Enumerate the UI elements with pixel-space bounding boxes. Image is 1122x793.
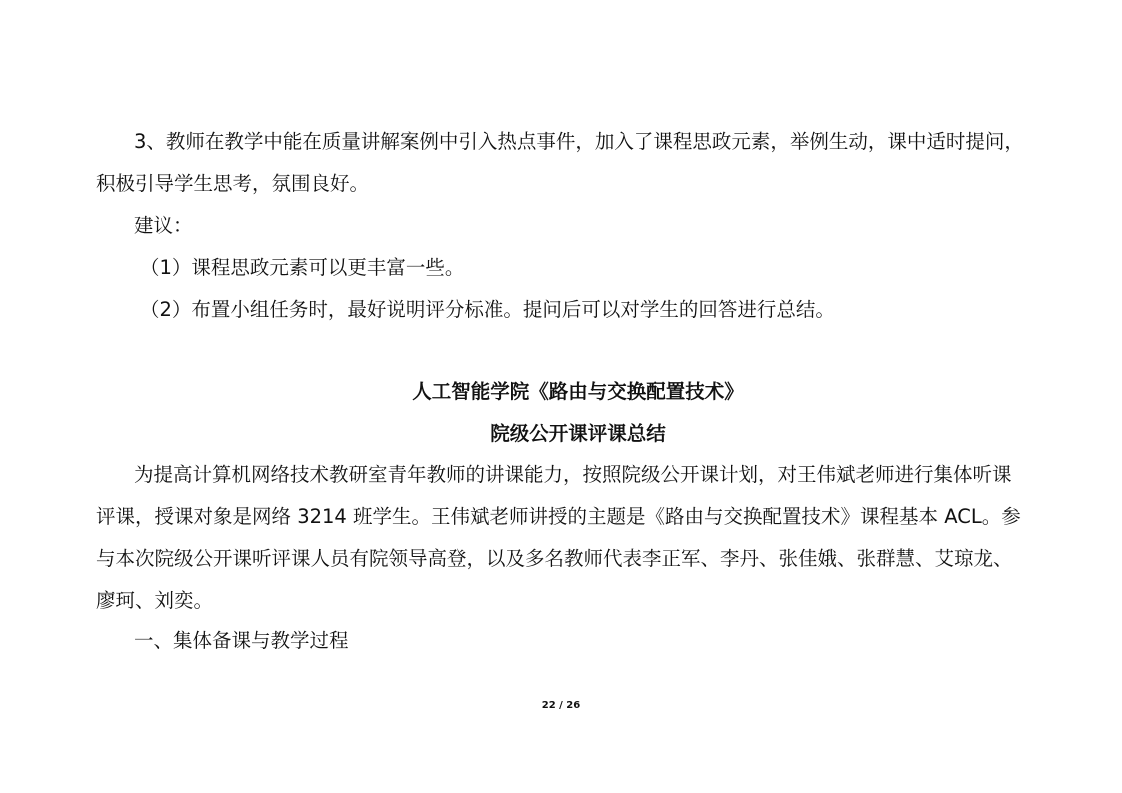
document-title: 人工智能学院《路由与交换配置技术》	[412, 380, 744, 403]
paragraph-item3-line1: 3、教师在教学中能在质量讲解案例中引入热点事件，加入了课程思政元素，举例生动，课中适时提问，	[134, 130, 1024, 153]
suggestion-item-1: （1）课程思政元素可以更丰富一些。	[140, 256, 465, 279]
intro-paragraph-line3: 与本次院级公开课听评课人员有院领导高登，以及多名教师代表李正军、李丹、张佳娥、张群慧、艾琼龙、	[96, 547, 1013, 570]
section-heading: 一、集体备课与教学过程	[134, 629, 349, 652]
suggestion-item-2: （2）布置小组任务时，最好说明评分标准。提问后可以对学生的回答进行总结。	[140, 298, 835, 321]
page-number: 22 / 26	[541, 700, 581, 711]
document-subtitle: 院级公开课评课总结	[490, 422, 666, 445]
intro-paragraph-line4: 廖珂、刘奕。	[96, 589, 214, 612]
paragraph-item3-line2: 积极引导学生思考，氛围良好。	[96, 172, 370, 195]
suggestion-label: 建议：	[134, 214, 193, 237]
intro-paragraph-line1: 为提高计算机网络技术教研室青年教师的讲课能力，按照院级公开课计划，对王伟斌老师进行集体听课	[134, 463, 1012, 486]
intro-paragraph-line2: 评课，授课对象是网络 3214 班学生。王伟斌老师讲授的主题是《路由与交换配置技术》课程基本 ACL。参	[96, 505, 1021, 528]
